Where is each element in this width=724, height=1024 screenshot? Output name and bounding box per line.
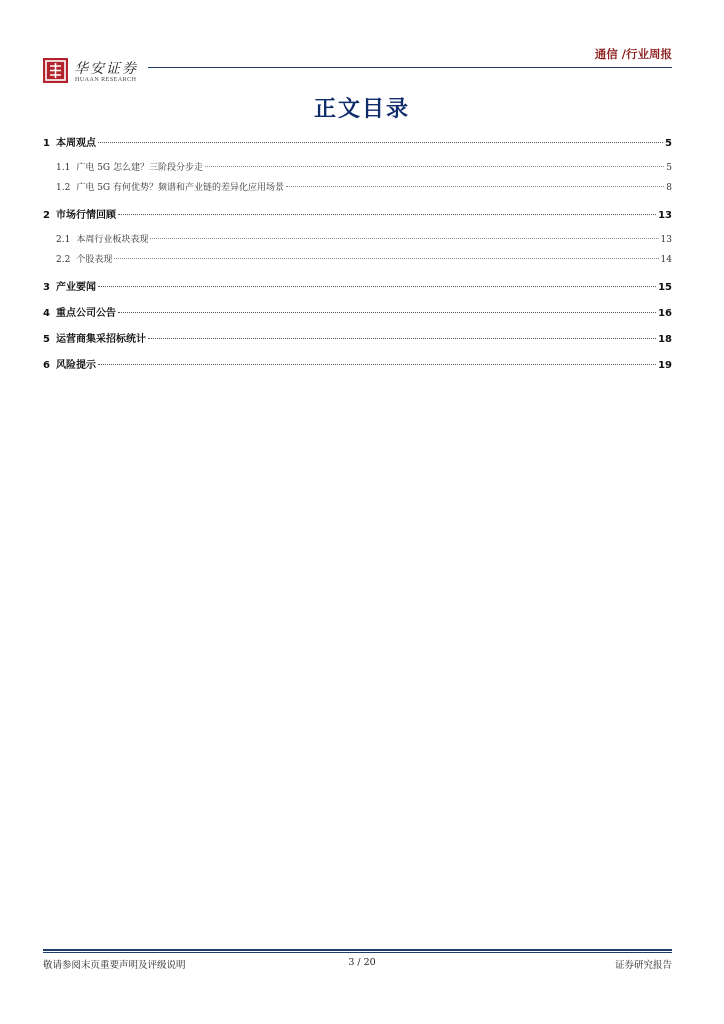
toc-page-number: 18: [658, 334, 672, 345]
toc-entry-title: 广电 5G 有何优势？频谱和产业链的差异化应用场景: [76, 183, 284, 193]
report-category: 通信 /行业周报: [594, 47, 672, 61]
toc-entry-number: 3: [43, 282, 50, 293]
toc-subentry[interactable]: [43, 180, 672, 196]
page-header: [0, 0, 724, 90]
footer-disclaimer: 敬请参阅末页重要声明及评级说明: [43, 960, 186, 971]
toc-dot-leader: [148, 338, 656, 339]
toc-dot-leader: [98, 364, 656, 365]
toc-entry-number: 2.1: [56, 235, 71, 245]
toc-subentry[interactable]: [43, 160, 672, 176]
toc-subentry[interactable]: [43, 232, 672, 248]
toc-page-number: 13: [660, 235, 672, 245]
toc-entry-number: 1.1: [56, 163, 71, 173]
toc-entry-number: 6: [43, 360, 50, 371]
toc-entry-number: 5: [43, 334, 50, 345]
toc-entry-number: 4: [43, 308, 50, 319]
toc-entry-title: 市场行情回顾: [55, 210, 116, 221]
toc-entry-title: 本周观点: [55, 138, 96, 149]
footer-divider: [43, 949, 672, 951]
toc-subentry[interactable]: [43, 252, 672, 268]
toc-entry-number: 2: [43, 210, 50, 221]
toc-page-number: 13: [658, 210, 672, 221]
toc-dot-leader: [98, 142, 663, 143]
toc-entry-title: 广电 5G 怎么建？三阶段分步走: [76, 163, 203, 173]
toc-entry[interactable]: [43, 330, 672, 346]
footer-page-number: 3 / 20: [348, 957, 376, 968]
toc-page-number: 15: [658, 282, 672, 293]
toc-dot-leader: [118, 312, 656, 313]
toc-dot-leader: [150, 238, 658, 239]
toc-page-number: 8: [666, 183, 672, 193]
toc-entry[interactable]: [43, 206, 672, 222]
header-divider: [148, 67, 672, 68]
toc-entry[interactable]: [43, 134, 672, 150]
toc-page-number: 5: [665, 138, 672, 149]
toc-entry-title: 个股表现: [76, 255, 113, 265]
toc-dot-leader: [286, 186, 664, 187]
toc-entry-title: 本周行业板块表现: [76, 235, 149, 245]
toc-entry-title: 风险提示: [55, 360, 96, 371]
toc-dot-leader: [98, 286, 656, 287]
huaan-logo-icon: [43, 58, 68, 83]
toc-dot-leader: [205, 166, 664, 167]
toc-entry[interactable]: [43, 304, 672, 320]
toc-entry[interactable]: [43, 356, 672, 372]
toc-page-number: 14: [660, 255, 672, 265]
page-title: 正文目录: [313, 97, 410, 122]
toc-page-number: 16: [658, 308, 672, 319]
toc-dot-leader: [118, 214, 656, 215]
toc-page-number: 5: [666, 163, 672, 173]
toc-entry-number: 1: [43, 138, 50, 149]
toc-entry-title: 运营商集采招标统计: [55, 334, 146, 345]
toc-entry-number: 2.2: [56, 255, 71, 265]
toc-dot-leader: [114, 258, 658, 259]
toc-entry-number: 1.2: [56, 183, 71, 193]
logo-chinese-name: 华安证券: [74, 61, 138, 77]
toc-page-number: 19: [658, 360, 672, 371]
toc-entry-title: 产业要闻: [55, 282, 96, 293]
logo-english-name: HUAAN RESEARCH: [75, 77, 137, 83]
toc-entry-title: 重点公司公告: [55, 308, 116, 319]
footer-report-type: 证券研究报告: [614, 960, 672, 971]
toc-entry[interactable]: [43, 278, 672, 294]
footer-divider-thin: [43, 952, 672, 953]
